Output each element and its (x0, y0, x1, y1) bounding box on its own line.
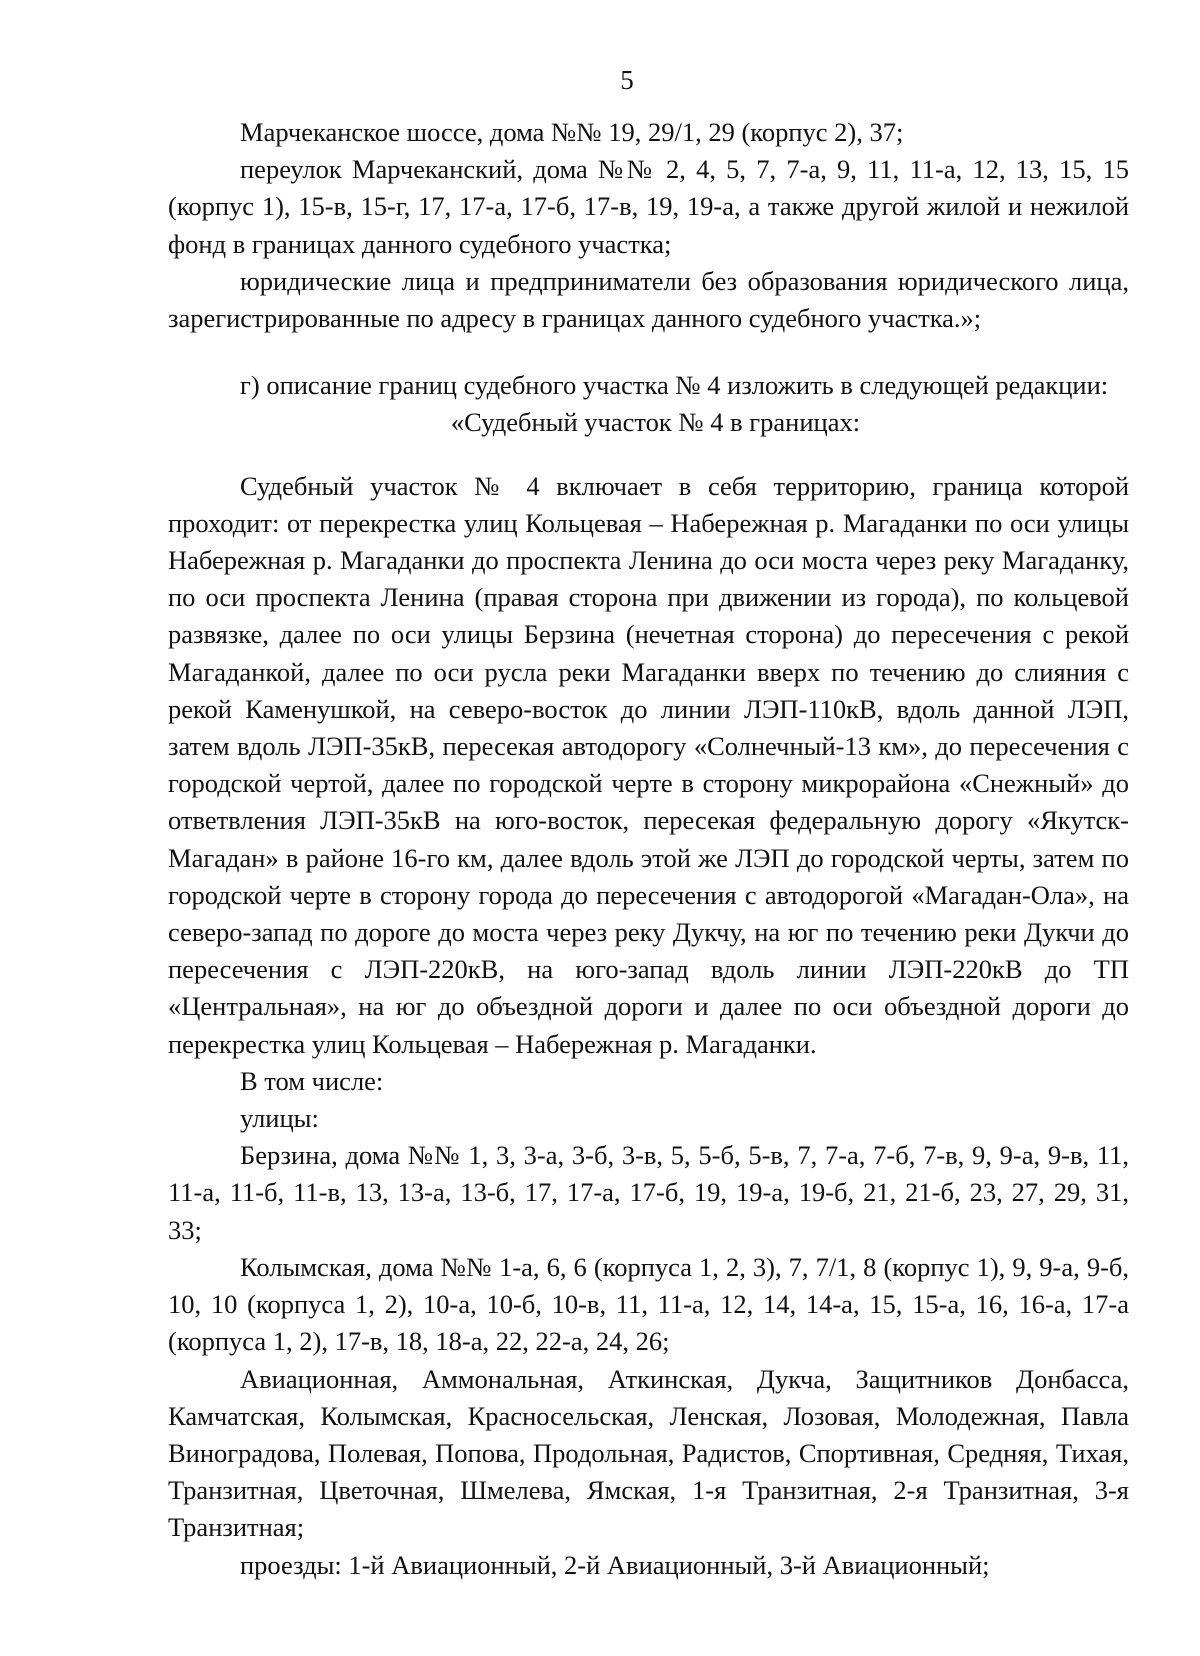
section-heading: «Судебный участок № 4 в границах: (450, 407, 861, 438)
paragraph-streets-label: улицы: (240, 1103, 319, 1134)
document-body (168, 114, 1129, 1584)
paragraph-kolymskaya: Колымская, дома №№ 1-а, 6, 6 (корпуса 1, 2, 3), 7, 7/1, 8 (корпус 1), 9, 9-а, 9-б, 10, 10 (корпуса 1, 2), 10-а, 10-б, 10-в, 11, 11-а, 12, 14, 14-а, 15, 15-а, 16, 16-а, 17-а (корпуса 1, 2), 17-в, 18, 18-а, 22, 22-а, 24, 26; (168, 1251, 1129, 1357)
paragraph-amendment-g: г) описание границ судебного участка № 4 изложить в следующей редакции: (240, 370, 1109, 401)
paragraph-boundary-description: Судебный участок № 4 включает в себя территорию, граница которой проходит: от перекрестка улиц Кольцевая – Набережная р. Магаданки по оси улицы Набережная р. Магаданки до проспекта Ленина до оси моста через реку Магаданку, по оси проспекта Ленина (правая сторона при движении из города), по кольцевой развязке, далее по оси улицы Берзина (нечетная сторона) до пересечения с рекой Магаданкой, далее по оси русла реки Магаданки вверх по течению до слияния с рекой Каменушкой, на северо-восток до линии ЛЭП-110кВ, вдоль данной ЛЭП, затем вдоль ЛЭП-35кВ, пересекая автодорогу «Солнечный-13 км», до пересечения с городской чертой, далее по городской черте в сторону микрорайона «Снежный» до ответвления ЛЭП-35кВ на юго-восток, пересекая федеральную дорогу «Якутск-Магадан» в районе 16-го км, далее вдоль этой же ЛЭП до городской черты, затем по городской черте в сторону города до пересечения с автодорогой «Магадан-Ола», на северо-запад по дороге до моста через реку Дукчу, на юг по течению реки Дукчи до пересечения с ЛЭП-220кВ, на юго-запад вдоль линии ЛЭП-220кВ до ТП «Центральная», на юг до объездной дороги и далее по оси объездной дороги до перекрестка улиц Кольцевая – Набережная р. Магаданки. (168, 470, 1129, 1059)
paragraph-passages: проезды: 1-й Авиационный, 2-й Авиационный, 3-й Авиационный; (240, 1549, 990, 1580)
paragraph-legal-entities: юридические лица и предприниматели без образования юридического лица, зарегистрированные по адресу в границах данного судебного участка.»; (168, 265, 1129, 334)
paragraph-including: В том числе: (240, 1065, 384, 1096)
paragraph-pereulok-marchekanskiy: переулок Марчеканский, дома №№ 2, 4, 5, 7, 7-а, 9, 11, 11-а, 12, 13, 15, 15 (корпус 1), 15-в, 15-г, 17, 17-а, 17-б, 17-в, 19, 19-а, а также другой жилой и нежилой фонд в границах данного судебного участка; (168, 154, 1129, 259)
paragraph-marchekanskoe-shosse: Марчеканское шоссе, дома №№ 19, 29/1, 29 (корпус 2), 37; (240, 117, 904, 147)
page-number: 5 (620, 65, 634, 95)
paragraph-street-list: Авиационная, Аммональная, Аткинская, Дукча, Защитников Донбасса, Камчатская, Колымская, Красносельская, Ленская, Лозовая, Молодежная, Павла Виноградова, Полевая, Попова, Продольная, Радистов, Спортивная, Средняя, Тихая, Транзитная, Цветочная, Шмелева, Ямская, 1-я Транзитная, 2-я Транзитная, 3-я Транзитная; (168, 1363, 1129, 1543)
paragraph-berzina: Берзина, дома №№ 1, 3, 3-а, 3-б, 3-в, 5, 5-б, 5-в, 7, 7-а, 7-б, 7-в, 9, 9-а, 9-в, 11, 11-а, 11-б, 11-в, 13, 13-а, 13-б, 17, 17-а, 17-б, 19, 19-а, 19-б, 21, 21-б, 23, 27, 29, 31, 33; (168, 1140, 1129, 1245)
